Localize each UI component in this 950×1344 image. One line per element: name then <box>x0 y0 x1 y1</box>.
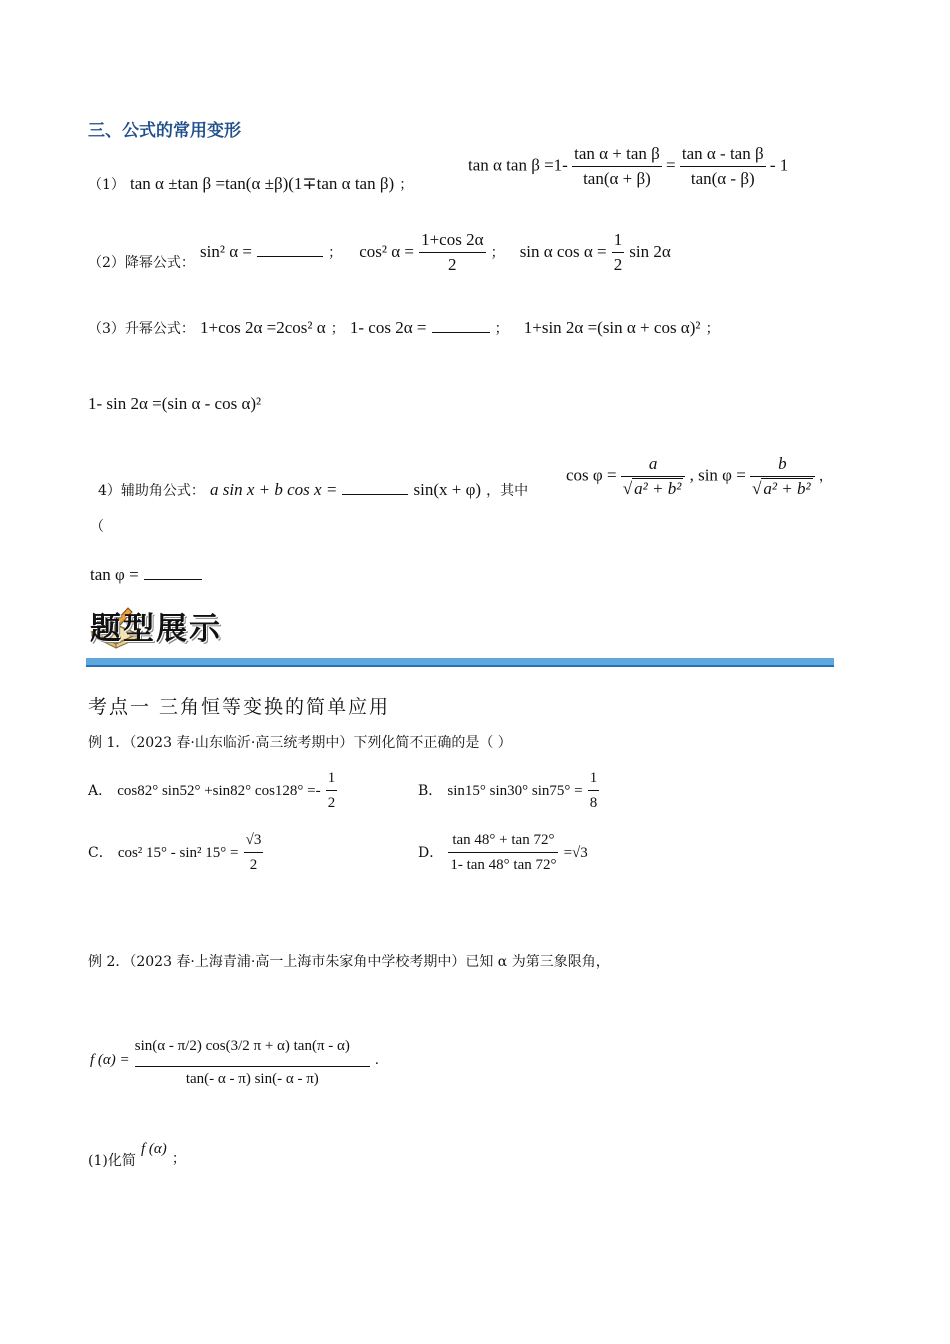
formula-3-sep1: ； <box>330 321 345 337</box>
ex1-a-den: 2 <box>327 795 336 811</box>
ex1-b-expr: sin15° sin30° sin75° = <box>447 783 583 799</box>
formula-1-sep: ； <box>399 177 414 193</box>
formula-3-c: 1+sin 2α =(sin α + cos α)² <box>523 318 701 337</box>
ex2-f-end: . <box>374 1052 379 1068</box>
ex1-d-label: D． <box>418 845 444 861</box>
formula-2-cos2: cos² α = <box>359 242 414 261</box>
ex1-option-c <box>88 828 263 877</box>
formula-3-label: （3）升幂公式： <box>88 321 195 337</box>
ex1-b-frac <box>588 766 600 815</box>
ex2-question-1 <box>88 1138 186 1169</box>
ex2-f-frac <box>135 1028 370 1091</box>
section-title: 三、公式的常用变形 <box>88 121 241 141</box>
formula-4-sin-rad: a² + b² <box>763 479 811 498</box>
ex2-q1-f: f (α) <box>140 1141 167 1157</box>
formula-1-left: tan α ±tan β =tan(α ±β)(1∓tan α tan β) <box>130 174 395 193</box>
formula-4-expr: a sin x + b cos x = <box>210 480 338 499</box>
formula-4 <box>98 480 528 500</box>
ex1-option-a <box>88 766 337 815</box>
formula-4-cos-den: √ a² + b² <box>622 479 682 498</box>
ex1-d-rhs: =√3 <box>563 845 588 861</box>
formula-2-sep2: ； <box>490 245 505 261</box>
ex2-f-lead: f (α) = <box>90 1052 130 1068</box>
formula-2-sin2: sin² α = <box>200 242 252 261</box>
ex2-f-num: sin(α - π/2) cos(3/2 π + α) tan(π - α) <box>135 1028 370 1067</box>
formula-1-frac2-den: tan(α - β) <box>690 169 755 188</box>
ex2-function <box>90 1028 379 1091</box>
formula-4-comma: , <box>689 465 694 485</box>
formula-1-eq: = <box>666 155 676 175</box>
kaodian-heading: 考点一 三角恒等变换的简单应用 <box>88 696 391 718</box>
formula-3-a: 1+cos 2α =2cos² α <box>200 318 326 337</box>
ex1-c-label: C． <box>88 845 113 861</box>
formula-4-cos-frac <box>621 452 686 501</box>
formula-4-which: ，其中 <box>486 483 529 499</box>
formula-4-tan-blank <box>144 565 202 580</box>
formula-1-frac1-den: tan(α + β) <box>583 169 651 188</box>
banner-divider <box>86 658 834 667</box>
formula-2-sin2a: sin 2α <box>629 242 671 261</box>
formula-2-frac-num: 1+cos 2α <box>419 228 485 253</box>
ex1-option-b <box>418 766 599 815</box>
formula-4-cos-num: a <box>621 452 686 477</box>
formula-2-label: （2）降幂公式： <box>88 255 195 271</box>
formula-3-sep2: ； <box>494 321 509 337</box>
formula-3-sep3: ； <box>705 321 720 337</box>
formula-3-d: 1- sin 2α =(sin α - cos α)² <box>88 394 262 413</box>
ex1-a-expr: cos82° sin52° +sin82° cos128° =- <box>117 783 321 799</box>
formula-4-sin-frac <box>750 452 815 501</box>
ex2-q1-end: ； <box>171 1151 186 1167</box>
ex1-c-expr: cos² 15° - sin² 15° = <box>117 845 239 861</box>
formula-2-sep1: ； <box>328 245 343 261</box>
formula-1-frac2-num: tan α - tan β <box>680 142 766 167</box>
formula-4-tail: sin(x + φ) <box>413 480 482 499</box>
ex1-d-num: tan 48° + tan 72° <box>448 828 558 853</box>
formula-3-blank <box>432 318 490 333</box>
ex1-d-den: 1- tan 48° tan 72° <box>450 857 557 873</box>
formula-1-frac2 <box>680 142 766 191</box>
ex1-a-num: 1 <box>326 766 338 791</box>
formula-4-cos-rad: a² + b² <box>634 479 682 498</box>
formula-1-frac1-num: tan α + tan β <box>572 142 662 167</box>
ex1-c-den: 2 <box>249 857 258 873</box>
ex2-stem: 例 2．（2023 春·上海青浦·高一上海市朱家角中学校考期中）已知 α 为第三象限角， <box>88 954 610 970</box>
formula-2-frac <box>419 228 485 277</box>
ex1-c-frac <box>244 828 264 877</box>
ex1-a-frac <box>326 766 338 815</box>
formula-2-half <box>612 228 625 277</box>
formula-1-right <box>468 142 788 191</box>
formula-4-end: ， <box>818 469 833 485</box>
formula-1-right-lead: tan α tan β =1- <box>468 155 568 175</box>
ex1-b-label: B． <box>418 783 443 799</box>
ex2-q1-label: (1)化简 <box>88 1153 136 1169</box>
formula-4-paren: （ <box>90 519 104 535</box>
ex1-stem: 例 1．（2023 春·山东临沂·高三统考期中）下列化简不正确的是（ ） <box>88 735 512 751</box>
ex1-option-d <box>418 828 588 877</box>
formula-4-label: 4）辅助角公式： <box>98 483 205 499</box>
ex1-d-frac <box>448 828 558 877</box>
formula-3 <box>88 318 720 338</box>
banner-title: 题型展示 <box>90 611 222 647</box>
formula-4-phi <box>566 452 833 501</box>
formula-1 <box>88 174 413 194</box>
formula-2-frac-den: 2 <box>448 255 457 274</box>
ex1-c-num: √3 <box>244 828 264 853</box>
formula-4-tan-lead: tan φ = <box>90 565 139 584</box>
formula-4-sin-den: √ a² + b² <box>752 479 811 498</box>
ex1-a-label: A． <box>88 783 113 799</box>
formula-4-cos-lead: cos φ = <box>566 465 617 485</box>
formula-2-sincos: sin α cos α = <box>519 242 607 261</box>
ex2-f-den: tan(- α - π) sin(- α - π) <box>185 1071 319 1087</box>
ex1-b-den: 8 <box>589 795 598 811</box>
formula-2 <box>88 228 671 277</box>
formula-2-half-den: 2 <box>613 255 623 274</box>
formula-1-tail: - 1 <box>769 155 789 175</box>
formula-4-sin-num: b <box>750 452 815 477</box>
formula-4-tan <box>90 565 202 585</box>
formula-2-half-num: 1 <box>612 228 625 253</box>
formula-2-blank <box>257 242 323 257</box>
formula-4-sin-lead: sin φ = <box>698 465 746 485</box>
ex1-b-num: 1 <box>588 766 600 791</box>
formula-1-label: （1） <box>88 177 125 193</box>
formula-4-blank <box>342 480 408 495</box>
formula-1-frac1 <box>572 142 662 191</box>
formula-3-b: 1- cos 2α = <box>349 318 427 337</box>
